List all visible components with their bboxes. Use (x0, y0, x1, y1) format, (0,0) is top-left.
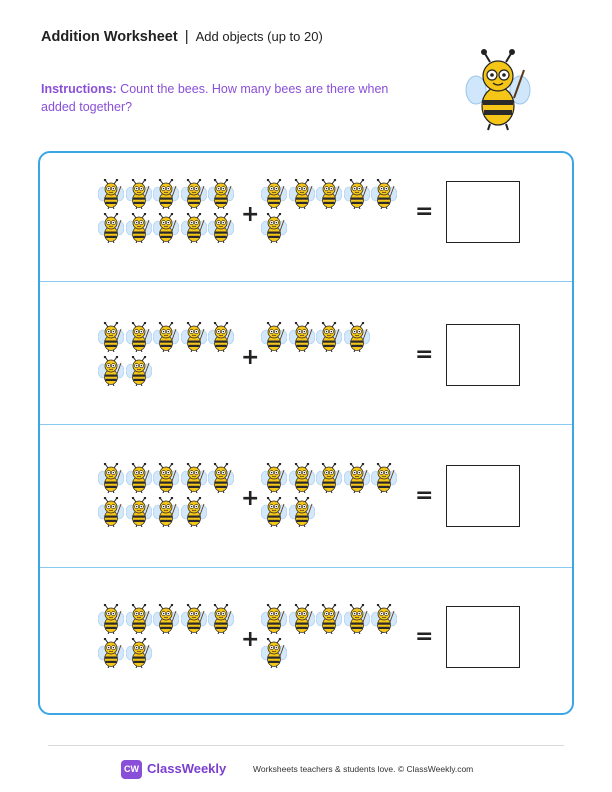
plus-sign: + (241, 486, 260, 511)
bee-icon (289, 497, 315, 527)
bee-icon (181, 322, 207, 352)
row-divider (40, 424, 572, 425)
bee-icon (181, 463, 207, 493)
answer-box[interactable] (446, 324, 520, 386)
bee-icon (261, 179, 287, 209)
bee-icon (316, 179, 342, 209)
equals-sign: = (415, 624, 434, 649)
bee-icon (126, 638, 152, 668)
bee-icon (181, 213, 207, 243)
bee-icon (98, 356, 124, 386)
row-divider (40, 567, 572, 568)
worksheet-header (41, 28, 323, 45)
bee-icon (261, 463, 287, 493)
problem-row (40, 576, 572, 717)
footer-tagline: Worksheets teachers & students love. © ClassWeekly.com (253, 764, 474, 774)
problem-row (40, 435, 572, 576)
bee-icon (126, 497, 152, 527)
answer-box[interactable] (446, 465, 520, 527)
footer (0, 760, 612, 780)
bee-icon (371, 604, 397, 634)
bee-icon (126, 213, 152, 243)
bee-icon (126, 356, 152, 386)
bee-icon (208, 213, 234, 243)
instructions-text: Count the bees. How many bees are there when added together? (41, 82, 389, 114)
bee-icon (344, 463, 370, 493)
bee-icon (98, 213, 124, 243)
bee-icon (98, 638, 124, 668)
bee-icon (316, 604, 342, 634)
equals-sign: = (415, 199, 434, 224)
bee-icon (289, 604, 315, 634)
bee-icon (98, 322, 124, 352)
bee-icon (126, 179, 152, 209)
bee-icon (208, 179, 234, 209)
bee-icon (261, 638, 287, 668)
bee-icon (344, 322, 370, 352)
classweekly-logo-icon: CW (121, 760, 142, 779)
title-separator: | (184, 28, 189, 45)
bee-icon (371, 463, 397, 493)
bee-icon (289, 463, 315, 493)
answer-box[interactable] (446, 606, 520, 668)
plus-sign: + (241, 345, 260, 370)
plus-sign: + (241, 627, 260, 652)
bee-icon (371, 179, 397, 209)
bee-icon (289, 322, 315, 352)
bee-icon (181, 497, 207, 527)
bee-icon (344, 604, 370, 634)
bee-icon (126, 322, 152, 352)
row-divider (40, 281, 572, 282)
worksheet-title: Addition Worksheet (41, 28, 178, 45)
bee-icon (126, 463, 152, 493)
bee-icon (153, 463, 179, 493)
plus-sign: + (241, 202, 260, 227)
bee-icon (153, 213, 179, 243)
instructions (41, 80, 421, 116)
bee-icon (181, 604, 207, 634)
bee-icon (98, 463, 124, 493)
bee-icon (261, 322, 287, 352)
bee-icon (153, 497, 179, 527)
bee-icon (289, 179, 315, 209)
bee-icon (316, 463, 342, 493)
problems-panel (38, 151, 574, 715)
instructions-label: Instructions: (41, 82, 117, 96)
bee-icon (98, 604, 124, 634)
bee-icon (153, 604, 179, 634)
bee-icon (98, 497, 124, 527)
bee-icon (344, 179, 370, 209)
bee-icon (153, 322, 179, 352)
bee-icon (208, 604, 234, 634)
equals-sign: = (415, 483, 434, 508)
worksheet-subtitle: Add objects (up to 20) (195, 29, 323, 44)
bee-icon (261, 497, 287, 527)
bee-mascot-icon (462, 48, 534, 132)
problem-row (40, 294, 572, 435)
bee-icon (208, 463, 234, 493)
bee-icon (126, 604, 152, 634)
bee-icon (153, 179, 179, 209)
bee-icon (208, 322, 234, 352)
footer-divider (48, 745, 564, 746)
bee-icon (316, 322, 342, 352)
answer-box[interactable] (446, 181, 520, 243)
bee-icon (261, 213, 287, 243)
bee-icon (261, 604, 287, 634)
bee-icon (181, 179, 207, 209)
problem-row (40, 153, 572, 294)
equals-sign: = (415, 342, 434, 367)
brand-name: ClassWeekly (147, 761, 227, 776)
bee-icon (98, 179, 124, 209)
